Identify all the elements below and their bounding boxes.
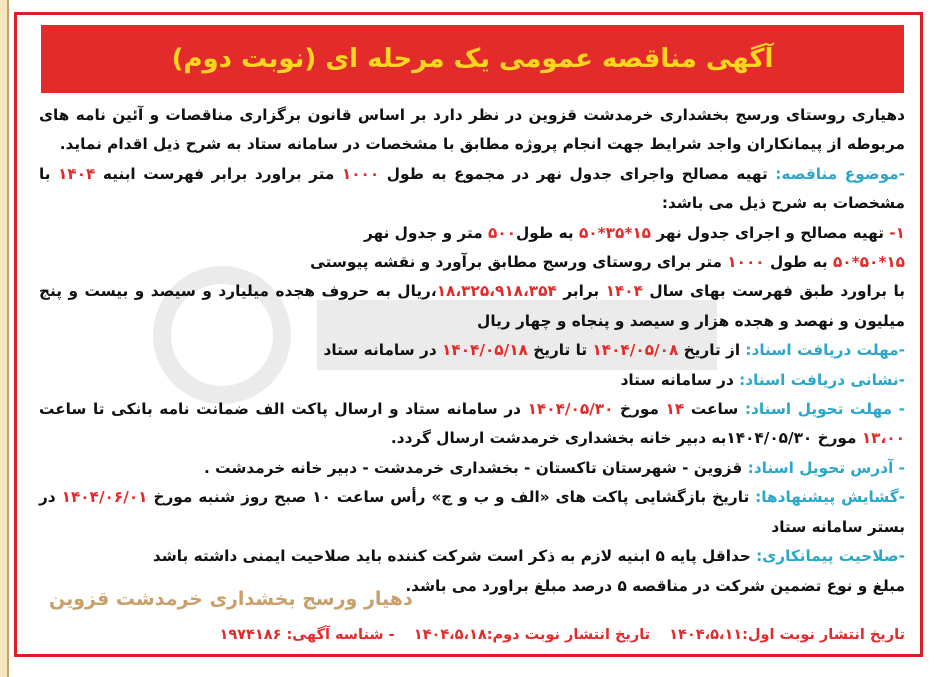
- ad-id: - شناسه آگهی: ۱۹۷۴۱۸۶: [219, 627, 395, 643]
- receive-deadline-line: [39, 336, 905, 365]
- estimate-amount: ۱۸،۳۲۵،۹۱۸،۳۵۴: [436, 282, 557, 301]
- item-2-text-b: متر برای روستای ورسج مطابق برآورد و نقشه پیوستی: [310, 253, 728, 272]
- receive-deadline-text-b: تا تاریخ: [527, 341, 593, 360]
- subject-text-c: با مشخصات به شرح ذیل می باشد:: [39, 164, 905, 213]
- receive-address-text: در سامانه ستاد: [620, 370, 740, 389]
- deliver-deadline-text-b: مورخ: [613, 400, 666, 419]
- item-2-line: [39, 248, 905, 277]
- publication-footer: [39, 627, 905, 643]
- intro-paragraph: دهیاری روستای ورسج بخشداری خرمدشت قزوین در نظر دارد بر اساس قانون برگزاری مناقصات و آئین نامه های مربوطه از پیمانکاران واجد شرایط جهت انجام پروژه مطابق با مشخصات در سامانه ستاد به شرح ذیل اقدام نماید.: [39, 106, 905, 154]
- page-edge-strip: [0, 0, 9, 677]
- receive-deadline-text-a: از تاریخ: [678, 341, 746, 360]
- deliver-address-line: [39, 454, 905, 483]
- ad-body: [39, 101, 905, 601]
- deliver-deadline-text-c: در سامانه ستاد و ارسال پاکت الف ضمانت نامه بانکی تا ساعت: [39, 400, 528, 419]
- opening-text-a: تاریخ بازگشایی پاکت های «الف و ب و ج» رأس ساعت ۱۰ صبح روز شنبه مورخ: [147, 488, 756, 507]
- item-1-text-a: تهیه مصالح و اجرای جدول نهر: [651, 223, 884, 242]
- subject-text-a: تهیه مصالح واجرای جدول نهر در مجموع به طول: [379, 164, 776, 183]
- subject-text-b: متر براورد برابر فهرست ابنیه: [95, 164, 342, 183]
- qualification-text: حداقل پایه ۵ ابنیه لازم به ذکر است شرکت کننده باید صلاحیت ایمنی داشته باشد: [152, 547, 757, 566]
- item-1-text-c: متر و جدول نهر: [363, 223, 488, 242]
- item-1-dimensions: ۱۵*۳۵*۵۰: [578, 223, 652, 242]
- signer-name: دهیار ورسج بخشداری خرمدشت قزوین: [49, 588, 413, 610]
- first-publish-date: تاریخ انتشار نوبت اول:۱۴۰۴،۵،۱۱: [669, 627, 905, 643]
- second-publish-date: تاریخ انتشار نوبت دوم:۱۴۰۴،۵،۱۸: [413, 627, 651, 643]
- receive-to-date: ۱۴۰۴/۰۵/۱۸: [442, 341, 528, 360]
- deliver-address-label: - آدرس تحویل اسناد:: [747, 458, 905, 477]
- item-1-prefix: ۱-: [883, 223, 905, 242]
- item-1-text-b: به طول: [516, 223, 579, 242]
- subject-year: ۱۴۰۴: [58, 164, 96, 183]
- opening-line: [39, 483, 905, 542]
- item-2-text-a: به طول: [764, 253, 833, 272]
- receive-from-date: ۱۴۰۴/۰۵/۰۸: [592, 341, 679, 360]
- qualification-line: [39, 542, 905, 571]
- advertisement-frame: [14, 12, 923, 657]
- receive-address-label: -نشانی دریافت اسناد:: [739, 370, 905, 389]
- guarantee-line: مبلغ و نوع تضمین شرکت در مناقصه ۵ درصد مبلغ براورد می باشد.: [405, 576, 905, 595]
- estimate-text-a: با براورد طبق فهرست بهای سال: [642, 282, 905, 301]
- title-banner: [41, 25, 904, 93]
- deliver-date: ۱۴۰۴/۰۵/۳۰: [527, 400, 614, 419]
- item-1-length: ۵۰۰: [488, 223, 517, 242]
- deliver-address-text: قزوین - شهرستان تاکستان - بخشداری خرمدشت - دبیر خانه خرمدشت .: [204, 458, 748, 477]
- item-2-dimensions: ۱۵*۵۰*۵۰: [832, 253, 905, 272]
- receive-deadline-label: -مهلت دریافت اسناد:: [745, 341, 905, 360]
- receive-address-line: [39, 366, 905, 395]
- subject-label: -موضوع مناقصه:: [775, 164, 906, 183]
- receive-deadline-text-c: در سامانه ستاد: [323, 341, 443, 360]
- estimate-text-b: برابر: [556, 282, 606, 301]
- opening-label: -گشایش پیشنهادها:: [755, 488, 905, 507]
- deliver-deadline-text-d: مورخ ۱۴۰۴/۰۵/۳۰به دبیر خانه بخشداری خرمدشت ارسال گردد.: [390, 429, 862, 448]
- deliver-guarantee-hour: ۱۳،۰۰: [861, 429, 905, 448]
- estimate-year: ۱۴۰۴: [605, 282, 643, 301]
- estimate-paragraph: [39, 277, 905, 336]
- deliver-hour: ۱۴: [665, 400, 685, 419]
- item-2-length: ۱۰۰۰: [727, 253, 765, 272]
- page-title: آگهی مناقصه عمومی یک مرحله ای (نوبت دوم): [171, 44, 774, 74]
- subject-line: [39, 160, 905, 219]
- deliver-deadline-text-a: ساعت: [684, 400, 745, 419]
- deliver-deadline-paragraph: [39, 395, 905, 454]
- item-1-line: [39, 219, 905, 248]
- qualification-label: -صلاحیت پیمانکاری:: [756, 547, 905, 566]
- opening-text-b: در بستر سامانه ستاد: [39, 488, 905, 536]
- estimate-text-c: ،ریال به حروف هجده میلیارد و سیصد و بیست و پنج میلیون و نهصد و هجده هزار و سیصد و پنجاه و چهار ریال: [39, 282, 905, 330]
- subject-length: ۱۰۰۰: [341, 164, 380, 183]
- opening-date: ۱۴۰۴/۰۶/۰۱: [61, 488, 148, 507]
- deliver-deadline-label: - مهلت تحویل اسناد:: [744, 400, 905, 419]
